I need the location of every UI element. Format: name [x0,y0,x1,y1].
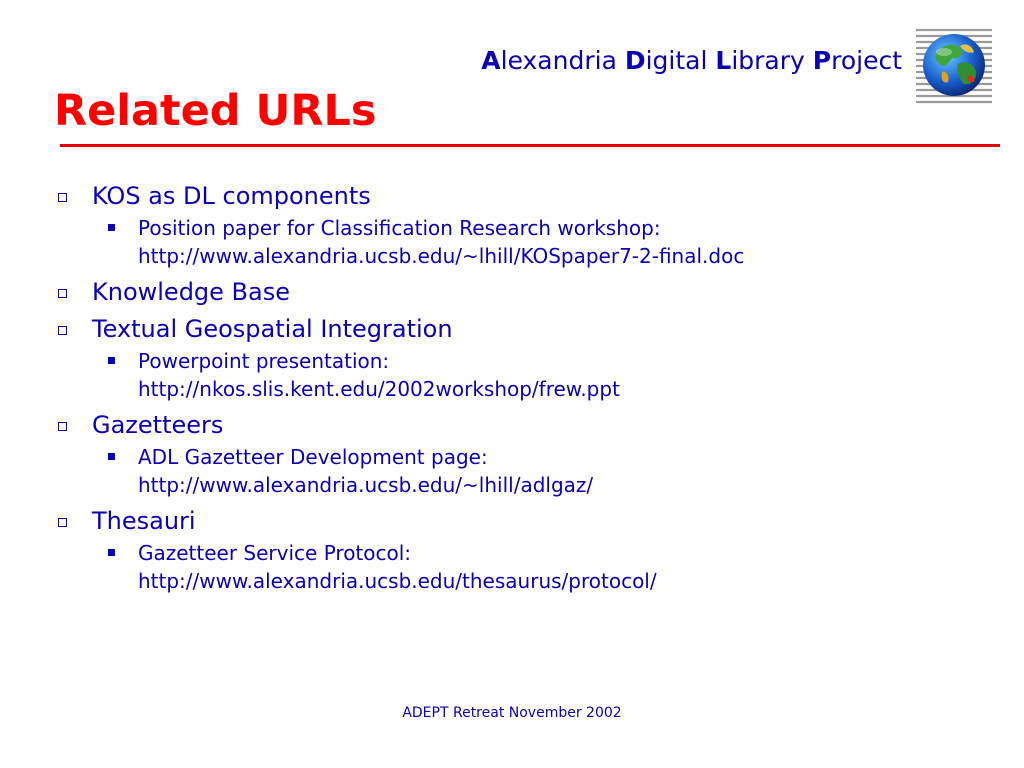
title-underline [60,144,1000,147]
bullet-item [58,410,1008,440]
bullet-item [58,506,1008,536]
brand-initial: L [715,46,732,75]
sub-bullet-item [138,347,1008,403]
hollow-square-bullet-icon [58,326,67,335]
sub-bullet-item [138,443,1008,499]
slide-footer: ADEPT Retreat November 2002 [402,705,622,721]
bullet-item [58,277,1008,307]
brand-initial: A [481,46,501,75]
brand-word: ibrary [731,46,813,75]
hollow-square-bullet-icon [58,422,67,431]
url-link[interactable]: http://www.alexandria.ucsb.edu/~lhill/KOSpaper7-2-final.doc [138,244,745,268]
brand-initial: D [624,46,646,75]
bullet-label: Knowledge Base [92,278,290,306]
sub-bullet-text: Gazetteer Service Protocol: [138,541,412,565]
sub-bullet-item [138,539,1008,595]
brand-word: lexandria [500,46,625,75]
bullet-list [58,181,1008,602]
bullet-label: Textual Geospatial Integration [92,315,453,343]
bullet-label: Thesauri [92,507,196,535]
url-link[interactable]: http://nkos.slis.kent.edu/2002workshop/frew.ppt [138,377,620,401]
filled-square-bullet-icon [108,453,115,460]
url-link[interactable]: http://www.alexandria.ucsb.edu/~lhill/adlgaz/ [138,473,594,497]
url-link[interactable]: http://www.alexandria.ucsb.edu/thesaurus/protocol/ [138,569,657,593]
project-brand [481,46,902,75]
sub-bullet-item [138,214,1008,270]
bullet-item [58,181,1008,211]
hollow-square-bullet-icon [58,193,67,202]
bullet-label: Gazetteers [92,411,224,439]
bullet-item [58,314,1008,344]
hollow-square-bullet-icon [58,289,67,298]
brand-word: igital [645,46,716,75]
brand-word: roject [831,46,902,75]
filled-square-bullet-icon [108,224,115,231]
hollow-square-bullet-icon [58,518,67,527]
filled-square-bullet-icon [108,357,115,364]
globe-icon [914,24,994,106]
sub-bullet-text: ADL Gazetteer Development page: [138,445,488,469]
filled-square-bullet-icon [108,549,115,556]
bullet-label: KOS as DL components [92,182,371,210]
sub-bullet-text: Position paper for Classification Research workshop: [138,216,661,240]
brand-initial: P [812,46,832,75]
sub-bullet-text: Powerpoint presentation: [138,349,390,373]
slide-title: Related URLs [54,86,377,136]
